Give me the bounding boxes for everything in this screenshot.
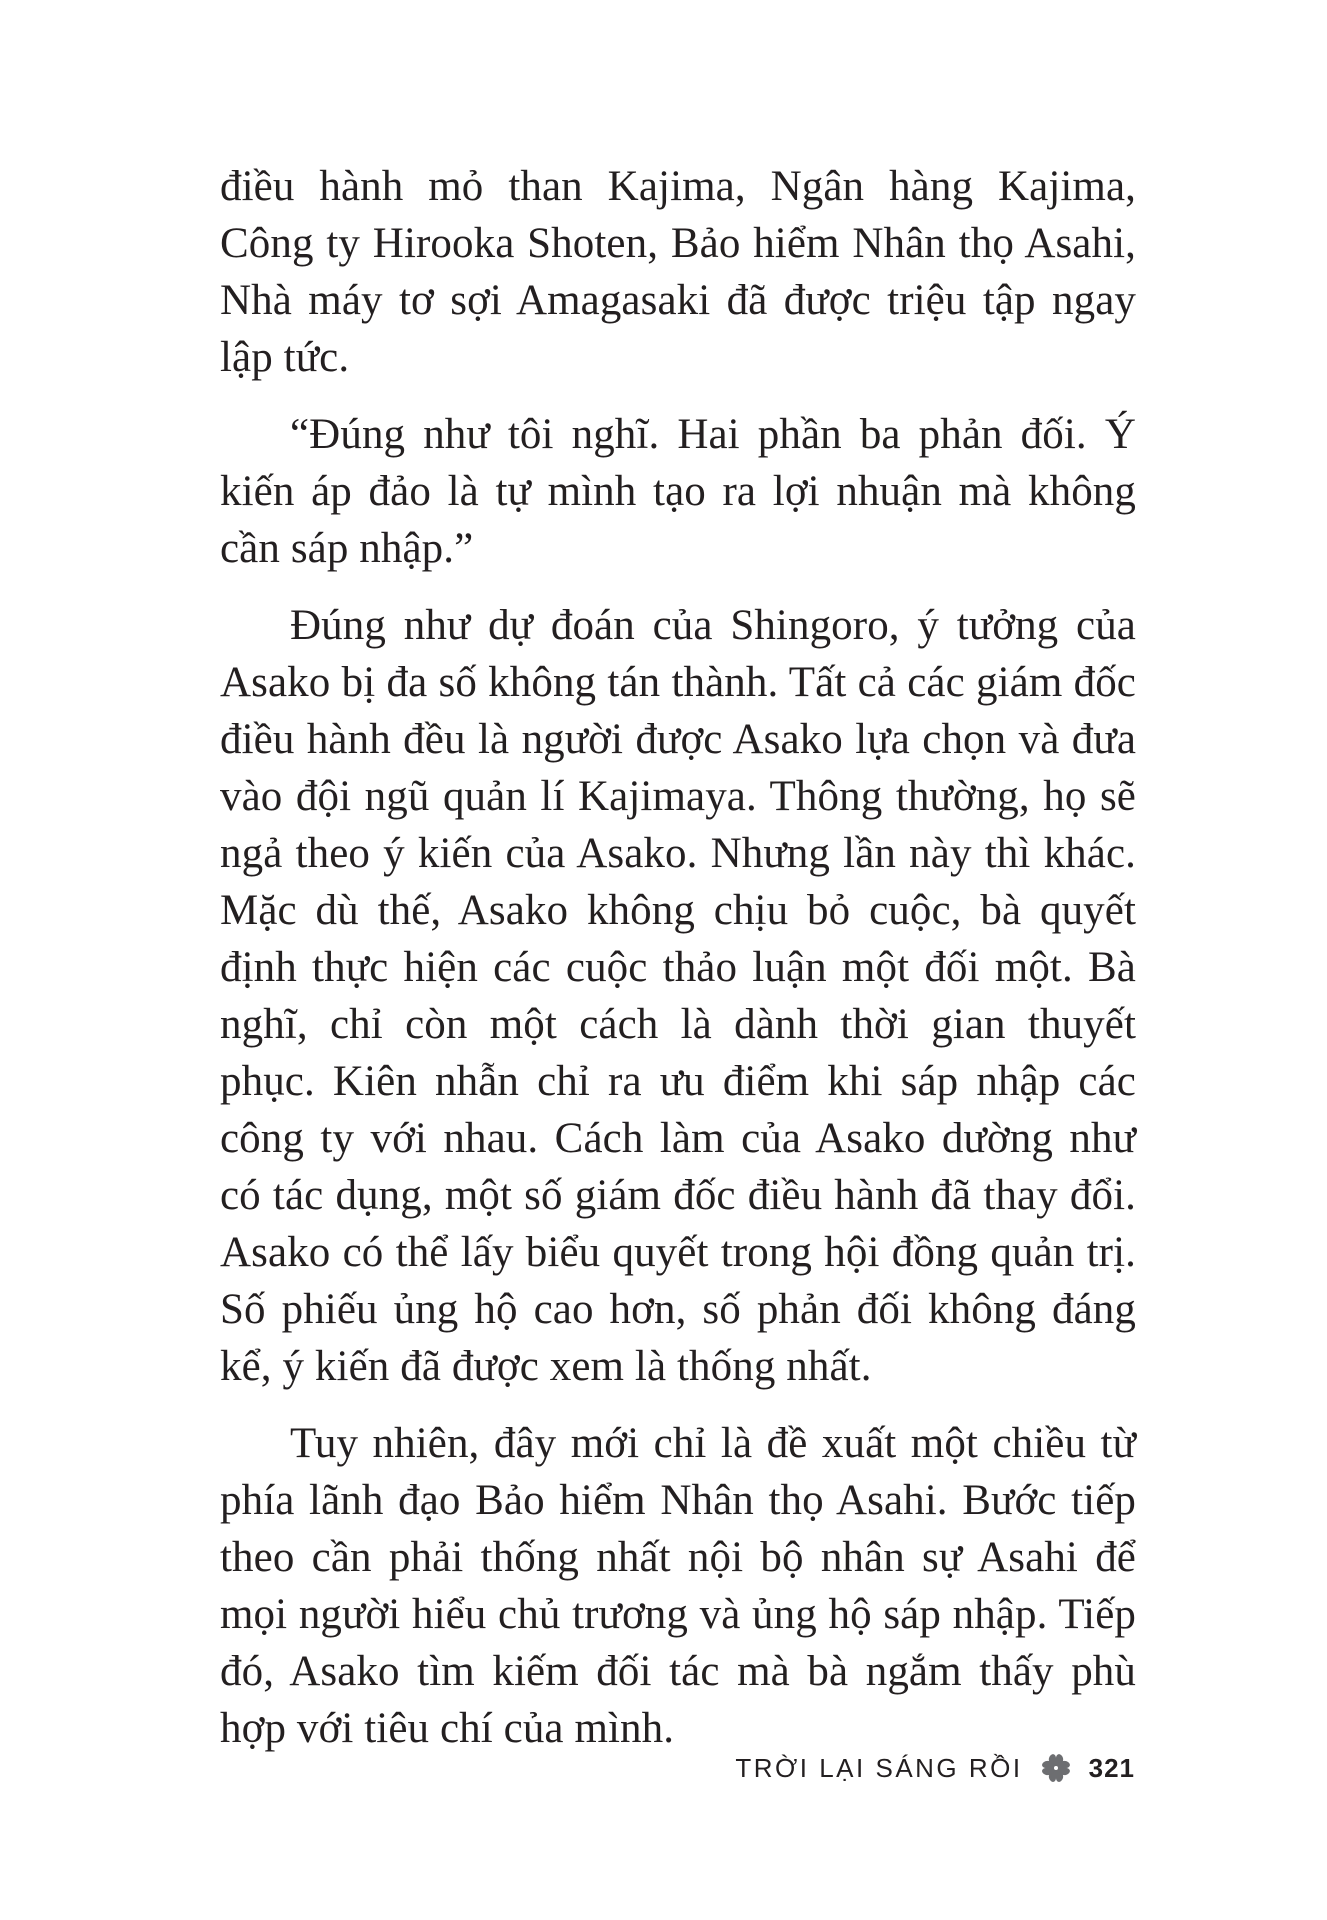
- page-number: 321: [1088, 1752, 1135, 1783]
- body-text: [220, 158, 1136, 1757]
- paragraph-dialogue: “Đúng như tôi nghĩ. Hai phần ba phản đối. Ý kiến áp đảo là tự mình tạo ra lợi nhuận mà không cần sáp nhập.”: [220, 411, 1136, 572]
- clover-icon: [1037, 1749, 1075, 1787]
- paragraph-continuation: điều hành mỏ than Kajima, Ngân hàng Kajima, Công ty Hirooka Shoten, Bảo hiểm Nhân thọ Asahi, Nhà máy tơ sợi Amagasaki đã được triệu tập ngay lập tức.: [220, 163, 1136, 381]
- paragraph: Đúng như dự đoán của Shingoro, ý tưởng của Asako bị đa số không tán thành. Tất cả các giám đốc điều hành đều là người được Asako lựa chọn và đưa vào đội ngũ quản lí Kajimaya. Thông thường, họ sẽ ngả theo ý kiến của Asako. Nhưng lần này thì khác. Mặc dù thế, Asako không chịu bỏ cuộc, bà quyết định thực hiện các cuộc thảo luận một đối một. Bà nghĩ, chỉ còn một cách là dành thời gian thuyết phục. Kiên nhẫn chỉ ra ưu điểm khi sáp nhập các công ty với nhau. Cách làm của Asako dường như có tác dụng, một số giám đốc điều hành đã thay đổi. Asako có thể lấy biểu quyết trong hội đồng quản trị. Số phiếu ủng hộ cao hơn, số phản đối không đáng kể, ý kiến đã được xem là thống nhất.: [220, 602, 1136, 1390]
- paragraph: Tuy nhiên, đây mới chỉ là đề xuất một chiều từ phía lãnh đạo Bảo hiểm Nhân thọ Asahi. Bước tiếp theo cần phải thống nhất nội bộ nhân sự Asahi để mọi người hiểu chủ trương và ủng hộ sáp nhập. Tiếp đó, Asako tìm kiếm đối tác mà bà ngắm thấy phù hợp với tiêu chí của mình.: [220, 1420, 1136, 1752]
- page-footer: [735, 1748, 1135, 1788]
- running-title: TRỜI LẠI SÁNG RỒI: [735, 1752, 1023, 1783]
